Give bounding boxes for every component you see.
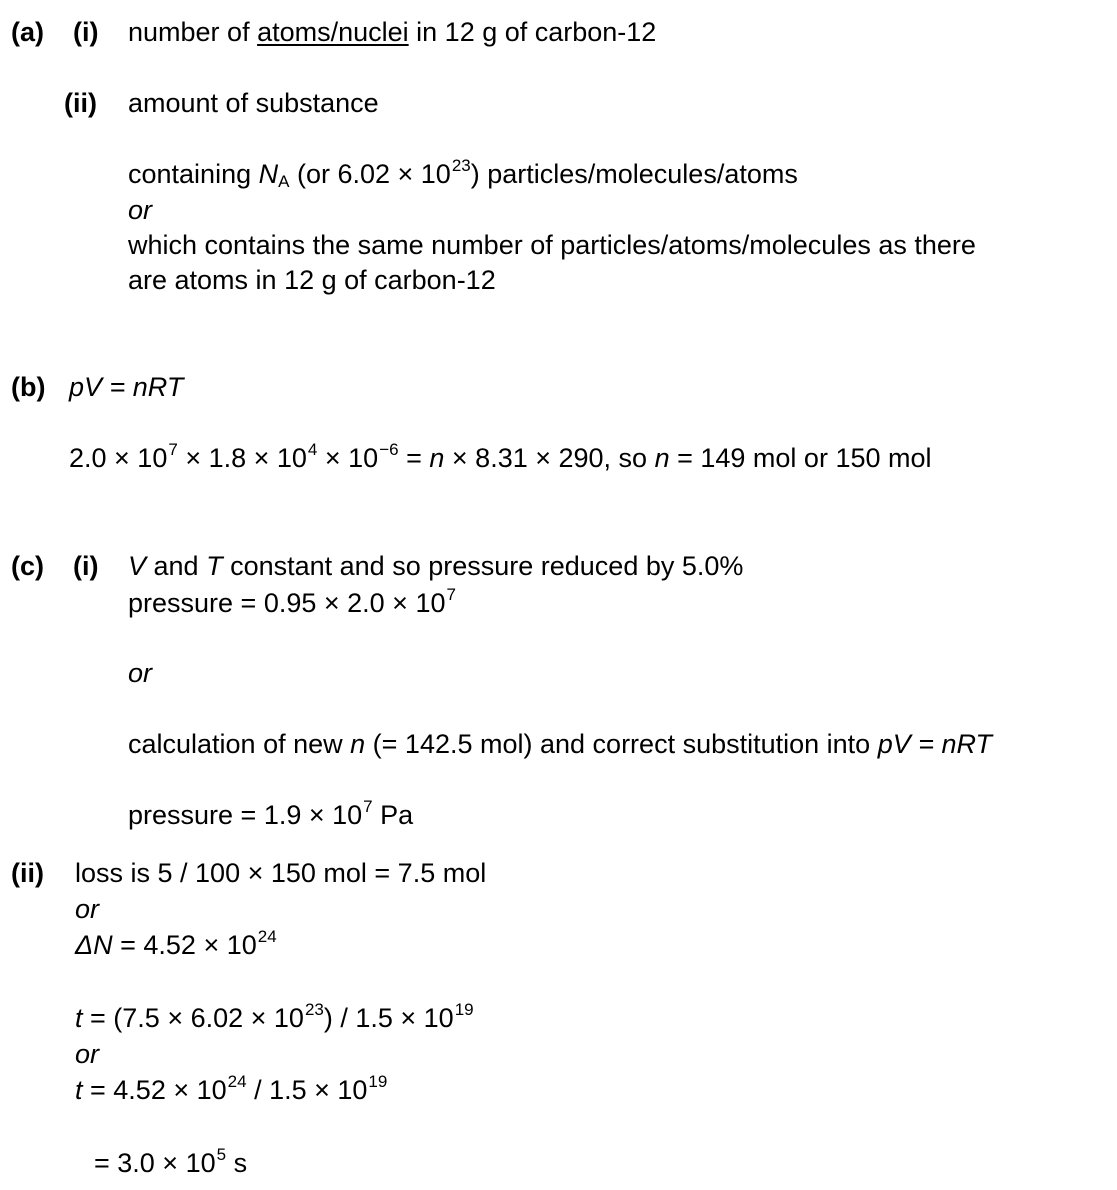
- text: number of: [128, 17, 258, 47]
- variable-n: n: [429, 443, 445, 473]
- text: = 4.52 × 10: [112, 930, 257, 960]
- text: ) particles/molecules/atoms: [470, 159, 798, 189]
- text: × 1.8 × 10: [177, 443, 307, 473]
- text: pressure = 0.95 × 2.0 × 10: [128, 588, 446, 618]
- variable-T: T: [206, 551, 223, 581]
- part-c-label: (c): [11, 551, 44, 581]
- part-a-i-label: (i): [73, 17, 99, 47]
- part-a-label: (a): [11, 17, 44, 47]
- text: (or 6.02 × 10: [289, 159, 451, 189]
- variable-n: n: [654, 443, 670, 473]
- text: calculation of new: [128, 729, 351, 759]
- text: containing: [128, 159, 259, 189]
- text: (= 142.5 mol) and correct substitution into: [365, 729, 878, 759]
- text: and: [146, 551, 207, 581]
- variable-delta-N: ΔN: [75, 930, 113, 960]
- part-c-i-calculation: [128, 731, 992, 758]
- ideal-gas-equation: pV = nRT: [69, 372, 184, 402]
- text: pressure = 1.9 × 10: [128, 800, 363, 830]
- part-c-ii-time-calc-1: [75, 1000, 474, 1033]
- ideal-gas-equation: pV = nRT: [877, 729, 993, 759]
- text: =: [398, 443, 430, 473]
- part-c-ii-delta-n: [75, 927, 277, 960]
- part-c-ii-answer: [94, 1145, 248, 1178]
- variable-t: t: [75, 1003, 83, 1033]
- or-separator: or: [75, 1039, 100, 1069]
- exponent: 24: [227, 1072, 247, 1091]
- exponent: 7: [446, 585, 456, 604]
- exponent: 23: [451, 156, 471, 175]
- or-separator: or: [128, 658, 153, 688]
- or-separator: or: [128, 195, 153, 225]
- exponent: 19: [368, 1072, 388, 1091]
- text: s: [226, 1148, 248, 1178]
- part-a-ii-line4: are atoms in 12 g of carbon-12: [128, 265, 496, 295]
- exponent: 19: [454, 1000, 474, 1019]
- part-c-i-pressure: [128, 585, 456, 618]
- or-separator: or: [75, 894, 100, 924]
- part-a-ii-line1: amount of substance: [128, 88, 379, 118]
- part-c-i-line1: [128, 553, 743, 580]
- exponent: 7: [168, 440, 178, 459]
- text: / 1.5 × 10: [246, 1075, 368, 1105]
- text: Pa: [372, 800, 414, 830]
- text: = (7.5 × 6.02 × 10: [82, 1003, 304, 1033]
- part-c-ii-time-calc-2: [75, 1072, 388, 1105]
- text: = 149 mol or 150 mol: [669, 443, 932, 473]
- part-c-ii-loss: loss is 5 / 100 × 150 mol = 7.5 mol: [75, 858, 487, 888]
- variable-n: n: [350, 729, 366, 759]
- text: 2.0 × 10: [69, 443, 168, 473]
- part-a-ii-line2: [128, 156, 798, 191]
- text: = 4.52 × 10: [82, 1075, 227, 1105]
- part-a-i-answer: [128, 19, 656, 46]
- part-c-i-label: (i): [73, 551, 99, 581]
- text: = 3.0 × 10: [94, 1148, 216, 1178]
- part-c-i-result: [128, 797, 414, 830]
- variable-V: V: [128, 551, 147, 581]
- text: ) / 1.5 × 10: [323, 1003, 454, 1033]
- text: constant and so pressure reduced by 5.0%: [222, 551, 744, 581]
- variable-t: t: [75, 1075, 83, 1105]
- part-a-ii-label: (ii): [64, 88, 97, 118]
- text: × 10: [317, 443, 379, 473]
- part-b-calculation: [69, 440, 932, 473]
- exponent: 7: [363, 797, 373, 816]
- exponent: −6: [379, 440, 399, 459]
- exponent: 4: [307, 440, 318, 459]
- text: × 8.31 × 290, so: [444, 443, 655, 473]
- exponent: 23: [304, 1000, 324, 1019]
- subscript: A: [278, 172, 290, 191]
- exponent: 24: [257, 927, 277, 946]
- part-c-ii-label: (ii): [11, 858, 44, 888]
- avogadro-symbol: N: [258, 159, 279, 189]
- text: in 12 g of carbon-12: [408, 17, 657, 47]
- exponent: 5: [216, 1145, 227, 1164]
- part-b-label: (b): [11, 372, 46, 402]
- part-a-ii-line3: which contains the same number of particles/atoms/molecules as there: [128, 230, 976, 260]
- underlined-term: atoms/nuclei: [257, 17, 409, 47]
